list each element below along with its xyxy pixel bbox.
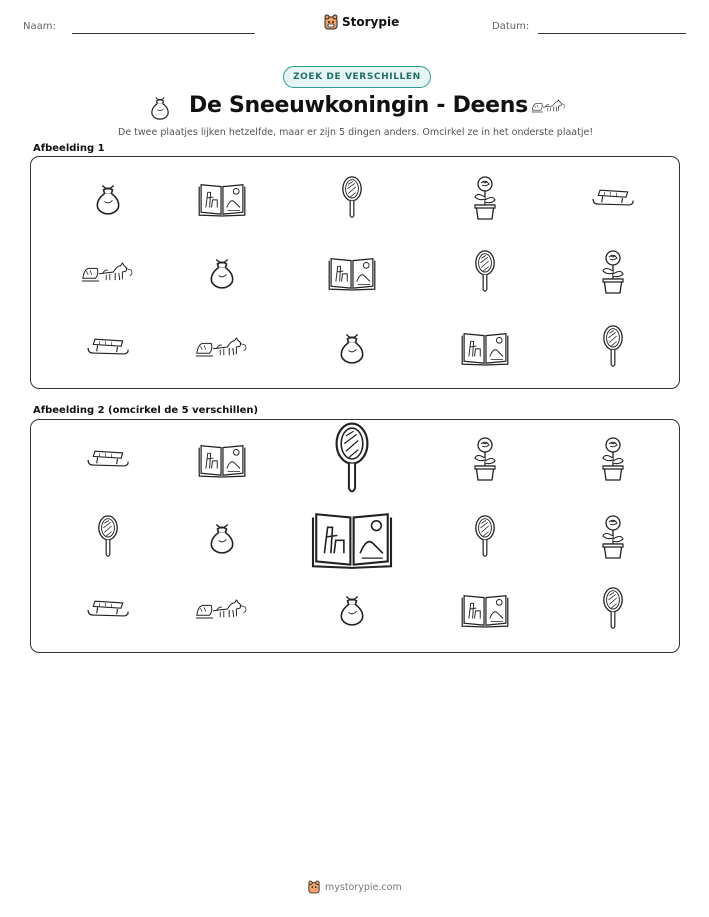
rose-pot-icon[interactable] [598, 436, 628, 482]
mirror-icon [474, 249, 496, 295]
book-icon[interactable] [461, 590, 509, 628]
page-title: De Sneeuwkoningin - Deens [189, 93, 528, 118]
brand-name: Storypie [342, 15, 400, 29]
footer [308, 880, 402, 894]
mirror-icon [341, 175, 363, 221]
book-icon[interactable] [198, 440, 246, 478]
book-icon [461, 328, 509, 366]
sled-icon [86, 334, 130, 360]
mirror-icon [602, 324, 624, 370]
mirror-icon[interactable] [97, 514, 119, 560]
sleigh-horses-icon [195, 333, 249, 361]
mirror-icon[interactable] [334, 420, 371, 498]
sack-icon [205, 255, 239, 289]
rose-pot-icon [598, 249, 628, 295]
footer-site[interactable]: mystorypie.com [325, 881, 402, 893]
instructions: De twee plaatjes lijken hetzelfde, maar er zijn 5 dingen anders. Omcirkel ze in het onderste plaatje! [118, 127, 594, 138]
book-icon [328, 253, 376, 291]
sled-icon [591, 185, 635, 211]
name-write-line[interactable] [72, 33, 255, 34]
mirror-icon[interactable] [474, 514, 496, 560]
sack-icon [335, 330, 369, 364]
book-icon[interactable] [311, 505, 393, 570]
sleigh-horses-icon[interactable] [195, 595, 249, 623]
rose-pot-icon[interactable] [470, 436, 500, 482]
title-sack-icon [147, 94, 173, 124]
rose-pot-icon[interactable] [598, 514, 628, 560]
sack-icon[interactable] [335, 592, 369, 626]
title-sleigh-icon [531, 95, 567, 121]
sack-icon [91, 181, 125, 215]
sled-icon[interactable] [86, 596, 130, 622]
brand-logo [324, 14, 399, 30]
rose-pot-icon [470, 175, 500, 221]
name-label: Naam: [23, 21, 56, 32]
sleigh-horses-icon [81, 258, 135, 286]
date-label: Datum: [492, 21, 530, 32]
storypie-mascot-icon [324, 14, 338, 30]
picture2-label: Afbeelding 2 (omcirkel de 5 verschillen) [33, 405, 259, 416]
activity-badge: ZOEK DE VERSCHILLEN [283, 66, 431, 88]
mirror-icon[interactable] [602, 586, 624, 632]
date-write-line[interactable] [538, 33, 686, 34]
sack-icon[interactable] [205, 520, 239, 554]
sled-icon[interactable] [86, 446, 130, 472]
storypie-mascot-icon [308, 880, 320, 894]
book-icon [198, 179, 246, 217]
picture1-label: Afbeelding 1 [33, 143, 105, 154]
